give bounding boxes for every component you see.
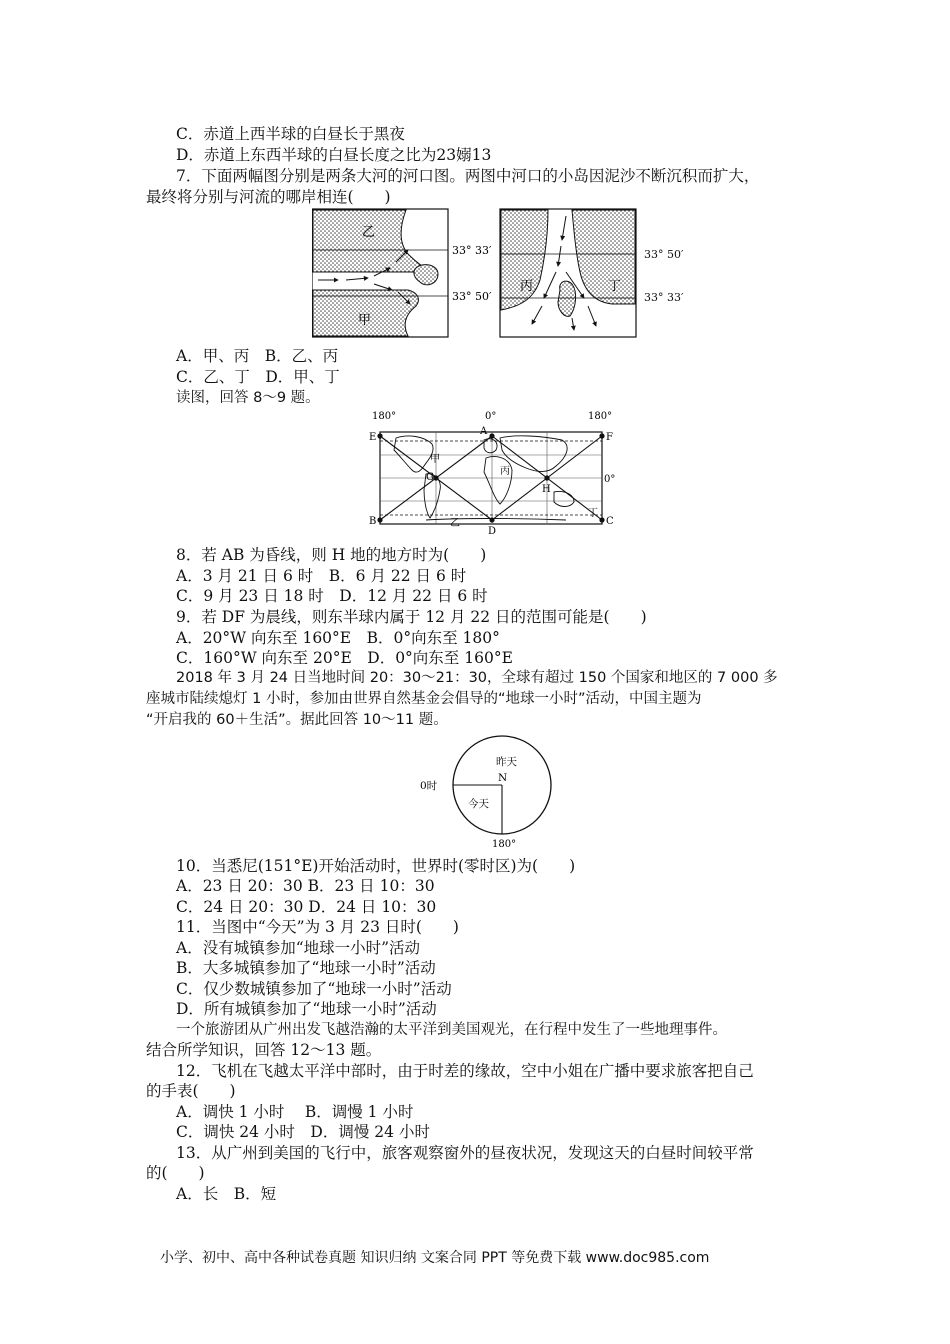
passage-travel: 一个旅游团从广州出发飞越浩瀚的太平洋到美国观光，在行程中发生了一些地理事件。 [176, 1022, 727, 1038]
options-q10-cd: C．24 日 20：30 D．24 日 10：30 [176, 898, 437, 916]
equator-label: 0° [604, 474, 616, 485]
label-yi: 乙 [362, 225, 376, 240]
question-12-cont: 的手表( ) [146, 1082, 236, 1100]
question-7: 7．下面两幅图分别是两条大河的河口图。两图中河口的小岛因泥沙不断沉积而扩大， [176, 167, 760, 185]
read-figure-8-9: 读图，回答 8～9 题。 [176, 390, 320, 406]
estuary-figure [312, 206, 647, 342]
right-lat-bottom: 33° 33′ [644, 291, 684, 304]
lon-180-right: 180° [588, 411, 613, 422]
left-lat-top: 33° 33′ [452, 244, 492, 257]
label-jia: 甲 [358, 313, 372, 328]
point-e: E [369, 432, 377, 443]
point-g: G [426, 472, 434, 483]
right-estuary-map [500, 209, 636, 337]
question-7-cont: 最终将分别与河流的哪岸相连( ) [146, 188, 391, 206]
question-9: 9．若 DF 为晨线，则东半球内属于 12 月 22 日的范围可能是( ) [176, 608, 647, 626]
right-lat-top: 33° 50′ [644, 248, 684, 261]
point-b: B [369, 516, 377, 527]
question-11: 11．当图中“今天”为 3 月 23 日时( ) [176, 918, 459, 936]
point-h: H [542, 484, 551, 495]
label-zero-hour: 0时 [420, 780, 438, 792]
clock-figure [420, 734, 560, 852]
left-lat-bottom: 33° 50′ [452, 290, 492, 303]
options-q8-cd: C．9 月 23 日 18 时 D．12 月 22 日 6 时 [176, 587, 488, 605]
label-today: 今天 [468, 798, 489, 810]
options-q9-cd: C．160°W 向东至 20°E D．0°向东至 160°E [176, 649, 513, 667]
passage-earth-hour: 2018 年 3 月 24 日当地时间 20：30～21：30，全球有超过 150 个国家和地区的 7 000 多 [176, 670, 778, 686]
label-north: N [498, 772, 508, 784]
options-q13: A．长 B．短 [176, 1185, 277, 1203]
passage-earth-hour-cont: 座城市陆续熄灯 1 小时，参加由世界自然基金会倡导的“地球一小时”活动，中国主题为 [146, 691, 702, 707]
label-180: 180° [492, 839, 517, 850]
label-ding: 丁 [608, 279, 622, 294]
label-yesterday: 昨天 [496, 756, 517, 768]
option-c-q6: C．赤道上西半球的白昼长于黑夜 [176, 125, 405, 143]
lon-0: 0° [485, 411, 497, 422]
option-d-q6: D．赤道上东西半球的白昼长度之比为23嫋13 [176, 146, 492, 164]
options-q7-ab: A．甲、丙 B．乙、丙 [176, 347, 339, 365]
lon-180-left: 180° [372, 411, 397, 422]
label-bing: 丙 [520, 279, 534, 294]
option-b-q11: B．大多城镇参加了“地球一小时”活动 [176, 959, 436, 977]
point-d: D [488, 526, 497, 537]
option-c-q11: C．仅少数城镇参加了“地球一小时”活动 [176, 980, 452, 998]
point-c: C [606, 516, 614, 527]
options-q12-ab: A．调快 1 小时 B．调慢 1 小时 [176, 1103, 414, 1121]
question-13-cont: 的( ) [146, 1164, 205, 1182]
passage-earth-hour-end: “开启我的 60＋生活”。据此回答 10～11 题。 [146, 712, 448, 728]
region-yi: 乙 [450, 518, 460, 529]
world-map-figure [366, 408, 616, 540]
point-a: A [480, 426, 488, 437]
options-q7-cd: C．乙、丁 D．甲、丁 [176, 368, 340, 386]
point-f: F [606, 432, 613, 443]
option-a-q11: A．没有城镇参加“地球一小时”活动 [176, 939, 421, 957]
options-q12-cd: C．调快 24 小时 D．调慢 24 小时 [176, 1123, 430, 1141]
option-d-q11: D．所有城镇参加了“地球一小时”活动 [176, 1000, 437, 1018]
options-q8-ab: A．3 月 21 日 6 时 B．6 月 22 日 6 时 [176, 567, 467, 585]
left-estuary-map [312, 209, 448, 337]
question-8: 8．若 AB 为昏线，则 H 地的地方时为( ) [176, 546, 487, 564]
question-13: 13．从广州到美国的飞行中，旅客观察窗外的昼夜状况，发现这天的白昼时间较平常 [176, 1144, 754, 1162]
region-ding: 丁 [588, 508, 598, 519]
page-footer: 小学、初中、高中各种试卷真题 知识归纳 文案合同 PPT 等免费下载 www.doc985.com [160, 1250, 710, 1266]
region-bing: 丙 [500, 466, 510, 477]
options-q10-ab: A．23 日 20：30 B．23 日 10：30 [176, 877, 435, 895]
options-q9-ab: A．20°W 向东至 160°E B．0°向东至 180° [176, 629, 500, 647]
passage-travel-cont: 结合所学知识，回答 12～13 题。 [146, 1041, 382, 1059]
question-12: 12．飞机在飞越太平洋中部时，由于时差的缘故，空中小姐在广播中要求旅客把自己 [176, 1062, 754, 1080]
region-jia: 甲 [430, 454, 440, 465]
question-10: 10．当悉尼(151°E)开始活动时，世界时(零时区)为( ) [176, 857, 576, 875]
